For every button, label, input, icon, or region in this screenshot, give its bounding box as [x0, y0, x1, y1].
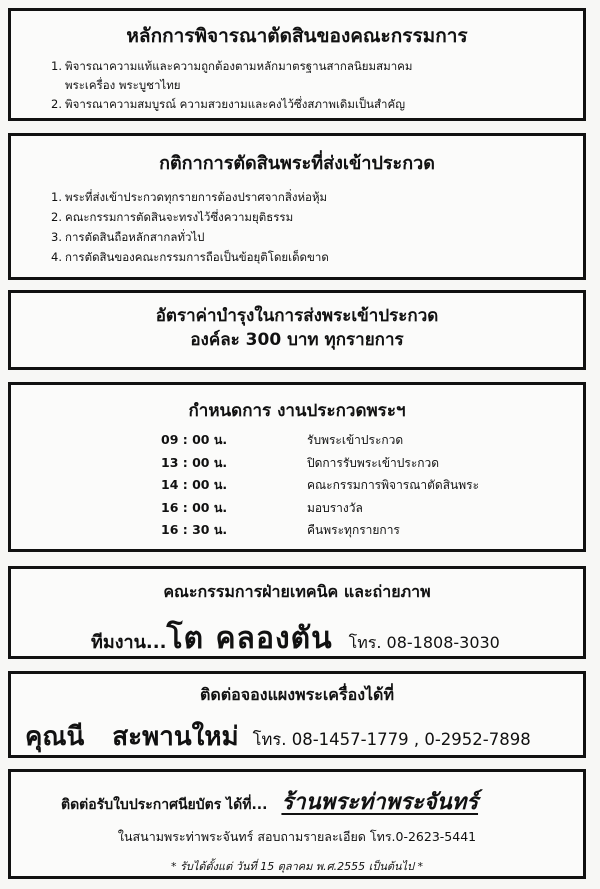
list-item-continuation — [51, 76, 583, 95]
booking-contact — [25, 716, 583, 757]
schedule-title: กำหนดการ งานประกวดพระฯ — [188, 401, 406, 421]
fee-title: อัตราค่าบำรุงในการส่งพระเข้าประกวด — [155, 306, 439, 326]
list-item — [51, 95, 583, 114]
list-item — [51, 207, 583, 227]
list-item — [51, 227, 583, 247]
list-item — [51, 247, 583, 267]
schedule-row — [161, 452, 583, 475]
item-number: 2. — [51, 210, 62, 224]
item-number: 3. — [51, 230, 62, 244]
item-text: พระเครื่อง พระบูชาไทย — [65, 78, 181, 92]
certificate-shop: ร้านพระท่าพระจันทร์ — [281, 790, 479, 815]
tech-team-box — [8, 566, 586, 659]
schedule-table — [161, 429, 583, 542]
schedule-row — [161, 429, 583, 452]
schedule-time: 09 : 00 น. — [161, 432, 228, 447]
item-text: พิจารณาความสมบูรณ์ ความสวยงามและคงไว้ซึ่งสภาพเดิมเป็นสำคัญ — [65, 97, 406, 111]
schedule-time: 14 : 00 น. — [161, 477, 228, 492]
item-number: 1. — [51, 190, 62, 204]
list-item — [51, 57, 583, 76]
rules-box — [8, 133, 586, 280]
list-item — [51, 187, 583, 207]
criteria-list — [51, 57, 583, 114]
item-number: 2. — [51, 97, 62, 111]
tech-contact — [91, 615, 583, 662]
criteria-title: หลักการพิจารณาตัดสินของคณะกรรมการ — [126, 25, 468, 47]
schedule-event: ปิดการรับพระเข้าประกวด — [307, 455, 440, 470]
item-text: การตัดสินของคณะกรรมการถือเป็นข้อยุติโดยเด็ดขาด — [65, 250, 329, 264]
booking-contact-place: สะพานใหม่ — [112, 722, 239, 752]
schedule-row — [161, 519, 583, 542]
tech-team-name: โต คลองตัน — [166, 621, 333, 656]
tech-team-phone: โทร. 08-1808-3030 — [348, 633, 500, 652]
certificate-note: * รับได้ตั้งแต่ วันที่ 15 ตุลาคม พ.ศ.2555 เป็นต้นไป * — [170, 860, 424, 873]
rules-list — [51, 187, 583, 267]
certificate-label: ติดต่อรับใบประกาศนียบัตร ได้ที่... — [61, 797, 268, 813]
schedule-box — [8, 382, 586, 552]
item-text: คณะกรรมการตัดสินจะทรงไว้ซึ่งความยุติธรรม — [65, 210, 294, 224]
fee-box — [8, 290, 586, 370]
item-text: การตัดสินถือหลักสากลทั่วไป — [65, 230, 205, 244]
item-text: พิจารณาความแท้และความถูกต้องตามหลักมาตรฐานสากลนิยมสมาคม — [65, 59, 413, 73]
schedule-row — [161, 474, 583, 497]
item-number: 1. — [51, 59, 62, 73]
schedule-time: 16 : 30 น. — [161, 522, 228, 537]
booking-title: ติดต่อจองแผงพระเครื่องได้ที่ — [200, 685, 394, 704]
fee-amount: องค์ละ 300 บาท ทุกรายการ — [190, 330, 404, 350]
tech-team-prefix: ทีมงาน... — [91, 632, 167, 653]
schedule-event: คณะกรรมการพิจารณาตัดสินพระ — [307, 478, 480, 492]
schedule-event: คืนพระทุกรายการ — [307, 523, 400, 537]
schedule-time: 13 : 00 น. — [161, 454, 228, 470]
certificate-location: ในสนามพระท่าพระจันทร์ สอบถามรายละเอียด โทร.0-2623-5441 — [117, 829, 477, 844]
booking-box — [8, 671, 586, 758]
schedule-row — [161, 497, 583, 520]
certificate-box — [8, 769, 586, 879]
rules-title: กติกาการตัดสินพระที่ส่งเข้าประกวด — [159, 153, 435, 174]
item-number: 4. — [51, 250, 62, 264]
booking-phone: โทร. 08-1457-1779 , 0-2952-7898 — [252, 730, 531, 749]
schedule-event: รับพระเข้าประกวด — [307, 433, 404, 447]
booking-contact-name: คุณนี — [25, 722, 85, 752]
criteria-box — [8, 8, 586, 121]
tech-team-title: คณะกรรมการฝ่ายเทคนิค และถ่ายภาพ — [163, 582, 431, 601]
certificate-header — [61, 784, 583, 819]
schedule-time: 16 : 00 น. — [161, 499, 228, 515]
schedule-event: มอบรางวัล — [307, 500, 363, 515]
item-text: พระที่ส่งเข้าประกวดทุกรายการต้องปราศจากสิ่งห่อหุ้ม — [65, 190, 328, 204]
